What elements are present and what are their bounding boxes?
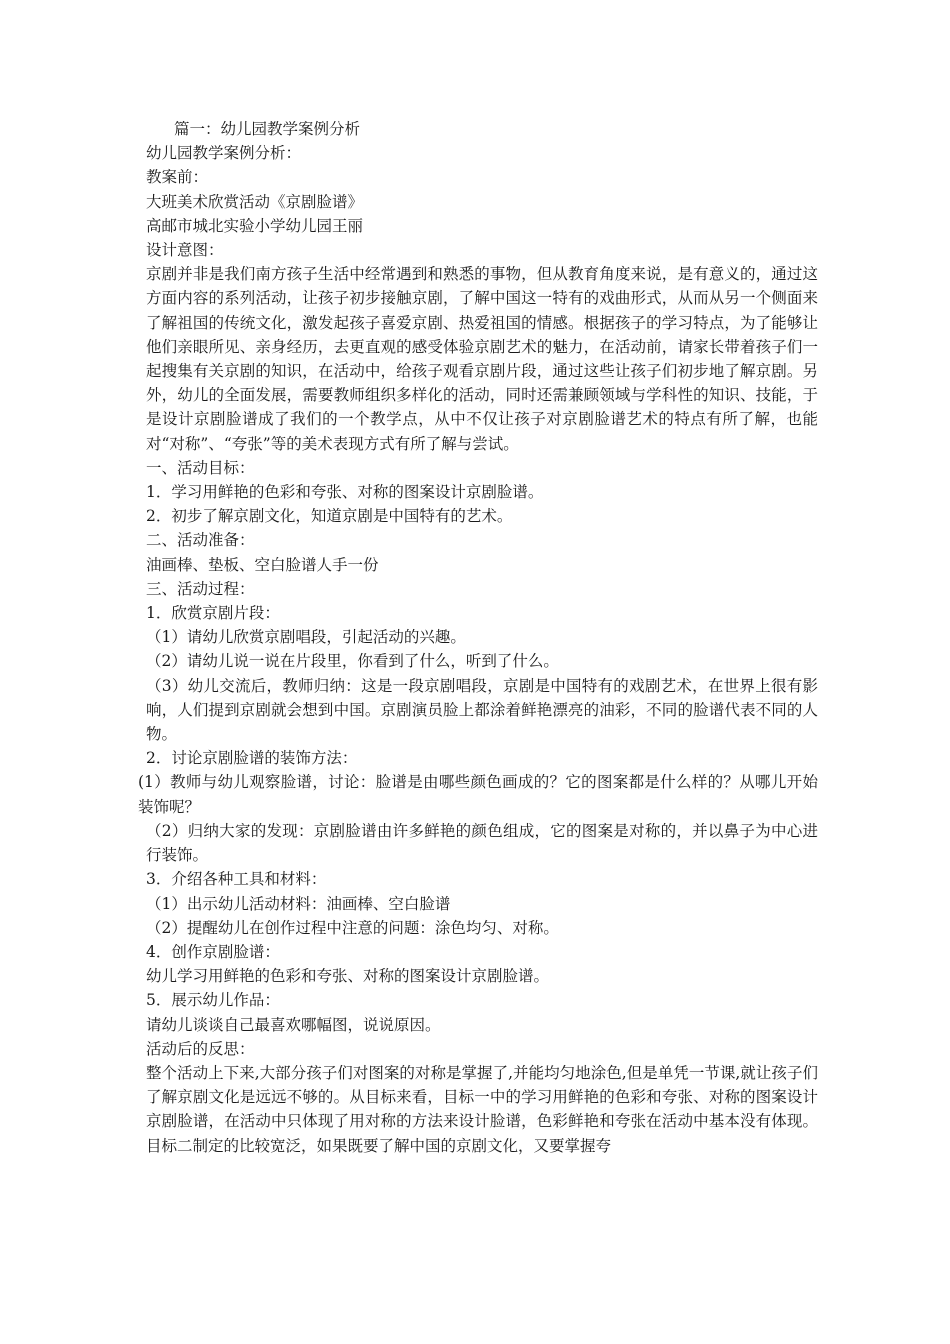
doc-line-goal-2: 2．初步了解京剧文化，知道京剧是中国特有的艺术。	[146, 507, 513, 526]
doc-line-step-1: 1．欣赏京剧片段：	[146, 604, 280, 623]
doc-line-step-2-1: (1）教师与幼儿观察脸谱，讨论：脸谱是由哪些颜色画成的？它的图案都是什么样的？从哪儿开始装饰呢？	[138, 773, 818, 816]
doc-line-step-4: 4．创作京剧脸谱：	[146, 942, 280, 961]
doc-line-step-3-1: （1）出示幼儿活动材料：油画棒、空白脸谱	[146, 894, 451, 913]
doc-line-activity-name: 大班美术欣赏活动《京剧脸谱》	[146, 192, 364, 211]
doc-line-step-3-2: （2）提醒幼儿在创作过程中注意的问题：涂色均匀、对称。	[146, 918, 559, 937]
doc-line-materials: 油画棒、垫板、空白脸谱人手一份	[146, 555, 379, 574]
doc-paragraph-reflection: 整个活动上下来,大部分孩子们对图案的对称是掌握了,并能均匀地涂色,但是单凭一节课,就让孩子们了解京剧文化是远远不够的。从目标来看，目标一中的学习用鲜艳的色彩和夸张、对称的图案设计京剧脸谱，在活动中只体现了用对称的方法来设计脸谱，色彩鲜艳和夸张在活动中基本没有体现。目标二制定的比较宽泛，如果既要了解中国的京剧文化，又要掌握夸	[146, 1063, 818, 1155]
doc-line-step-4-text: 幼儿学习用鲜艳的色彩和夸张、对称的图案设计京剧脸谱。	[146, 967, 550, 986]
doc-line-step-5: 5．展示幼儿作品：	[146, 991, 280, 1010]
document-page	[138, 117, 818, 1158]
doc-line-section-prep: 二、活动准备：	[146, 531, 255, 550]
doc-line-design-intent: 设计意图：	[146, 241, 224, 260]
doc-line-step-2-2: （2）归纳大家的发现：京剧脸谱由许多鲜艳的颜色组成，它的图案是对称的，并以鼻子为中心进行装饰。	[146, 821, 818, 865]
doc-line-author: 高邮市城北实验小学幼儿园王丽	[146, 216, 364, 235]
doc-line-heading: 幼儿园教学案例分析：	[146, 144, 302, 163]
doc-line-goal-1: 1．学习用鲜艳的色彩和夸张、对称的图案设计京剧脸谱。	[146, 483, 544, 502]
doc-paragraph-intent: 京剧并非是我们南方孩子生活中经常遇到和熟悉的事物，但从教育角度来说，是有意义的，通过这方面内容的系列活动，让孩子初步接触京剧，了解中国这一特有的戏曲形式，从而从另一个侧面来了解祖国的传统文化，激发起孩子喜爱京剧、热爱祖国的情感。根据孩子的学习特点，为了能够让他们亲眼所见、亲身经历，去更直观的感受体验京剧艺术的魅力，在活动前，请家长带着孩子们一起搜集有关京剧的知识，在活动中，给孩子观看京剧片段，通过这些让孩子们初步地了解京剧。另外，幼儿的全面发展，需要教师组织多样化的活动，同时还需兼顾领域与学科性的知识、技能，于是设计京剧脸谱成了我们的一个教学点，从中不仅让孩子对京剧脸谱艺术的特点有所了解，也能对“对称”、“夸张”等的美术表现方式有所了解与尝试。	[146, 265, 818, 453]
doc-line-step-5-text: 请幼儿谈谈自己最喜欢哪幅图，说说原因。	[146, 1015, 441, 1034]
doc-line-step-3: 3．介绍各种工具和材料：	[146, 870, 327, 889]
doc-line-step-2: 2．讨论京剧脸谱的装饰方法：	[146, 749, 358, 768]
doc-line-step-1-2: （2）请幼儿说一说在片段里，你看到了什么，听到了什么。	[146, 652, 559, 671]
document-title: 篇一：幼儿园教学案例分析	[174, 120, 361, 138]
doc-line-step-1-1: （1）请幼儿欣赏京剧唱段，引起活动的兴趣。	[146, 628, 466, 647]
doc-line-reflection: 活动后的反思：	[146, 1039, 255, 1058]
doc-line-section-process: 三、活动过程：	[146, 579, 255, 598]
doc-line-step-1-3: （3）幼儿交流后，教师归纳：这是一段京剧唱段，京剧是中国特有的戏剧艺术，在世界上很有影响，人们提到京剧就会想到中国。京剧演员脸上都涂着鲜艳漂亮的油彩，不同的脸谱代表不同的人物。	[146, 676, 818, 744]
doc-line-before-lesson: 教案前：	[146, 168, 209, 187]
doc-line-section-goals: 一、活动目标：	[146, 458, 255, 477]
